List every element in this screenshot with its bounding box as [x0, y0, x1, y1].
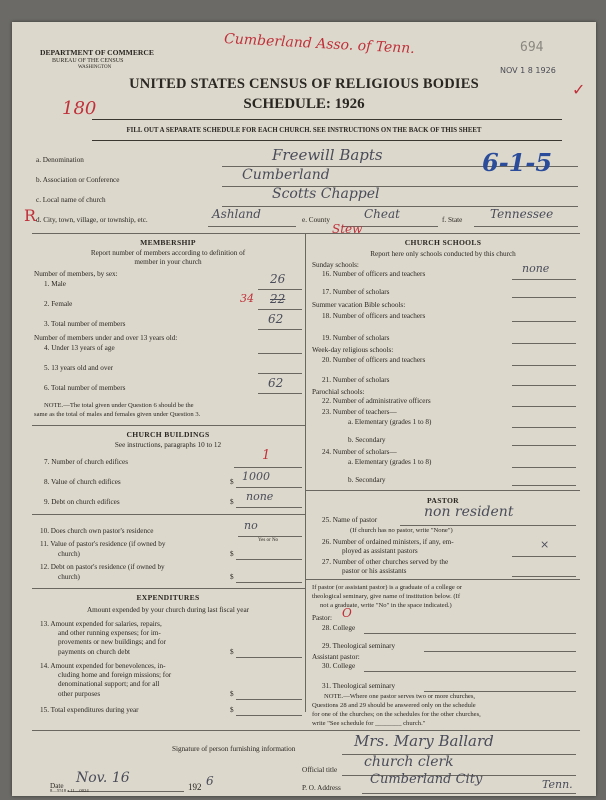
q31-field[interactable]	[424, 682, 576, 692]
q24b-field[interactable]	[512, 476, 576, 486]
q14-label-c: denominational support; and for all	[58, 680, 160, 688]
q2-value: 34	[240, 292, 254, 305]
bureau-label: BUREAU OF THE CENSUS	[52, 58, 124, 64]
q9-dollar: $	[230, 498, 234, 506]
members-age-label: Number of members under and over 13 years old:	[34, 334, 178, 342]
q18-label: 18. Number of officers and teachers	[322, 312, 426, 320]
q22-label: 22. Number of administrative officers	[322, 397, 431, 405]
po-address-label: P. O. Address	[302, 784, 341, 792]
q12-field[interactable]	[236, 573, 302, 583]
date-received-stamp: NOV 1 8 1926	[500, 66, 556, 75]
schedule-title: SCHEDULE: 1926	[243, 96, 365, 112]
county-label: e. County	[302, 216, 330, 224]
signature-label: Signature of person furnishing information	[172, 745, 296, 753]
q20-field[interactable]	[512, 356, 576, 366]
q30-label: 30. College	[322, 662, 356, 670]
q29-field[interactable]	[424, 642, 576, 652]
q19-label: 19. Number of scholars	[322, 334, 390, 342]
association-label: b. Association or Conference	[36, 176, 120, 184]
signature-value: Mrs. Mary Ballard	[354, 732, 494, 750]
members-by-sex-label: Number of members, by sex:	[34, 270, 118, 278]
q5-label: 5. 13 years old and over	[44, 364, 114, 372]
census-schedule-sheet	[12, 22, 596, 796]
date-year-handwritten: 6	[206, 774, 214, 788]
red-annotation-association: Cumberland Asso. of Tenn.	[223, 31, 416, 57]
q2-struck-value: 22	[270, 292, 286, 306]
q26-label-a: 26. Number of ordained ministers, if any, em-	[322, 538, 454, 546]
q11-dollar: $	[230, 550, 234, 558]
membership-sub1: Report number of members according to definition of	[90, 249, 246, 257]
q24b-label: b. Secondary	[348, 476, 386, 484]
q1-label: 1. Male	[44, 280, 66, 288]
association-value: Cumberland	[242, 167, 330, 183]
q24-label: 24. Number of scholars—	[322, 448, 397, 456]
county-value: Cheat	[364, 207, 400, 221]
q27-field[interactable]	[512, 567, 576, 577]
local-name-value: Scotts Chappel	[272, 186, 380, 202]
q17-field[interactable]	[512, 288, 576, 298]
column-divider	[305, 234, 306, 712]
q6-value: 62	[268, 376, 284, 390]
q11-label-b: church)	[58, 550, 80, 558]
q14-label-b: cluding home and foreign missions; for	[58, 671, 172, 679]
pastor-note-2: Questions 28 and 29 should be answered only on the schedule	[312, 702, 476, 709]
q11-label-a: 11. Value of pastor's residence (if owned by	[40, 540, 166, 548]
q7-label: 7. Number of church edifices	[44, 458, 129, 466]
city-label: WASHINGTON	[78, 65, 112, 70]
q12-label-b: church)	[58, 573, 80, 581]
assistant-pastor-label: Assistant pastor:	[312, 653, 360, 661]
q23b-field[interactable]	[512, 436, 576, 446]
church-buildings-heading: CHURCH BUILDINGS	[126, 430, 210, 439]
pastor-note-1: NOTE.—Where one pastor serves two or more churches,	[324, 693, 476, 700]
q13-label-c: provements or new buildings; and for	[58, 638, 166, 646]
q10-label: 10. Does church own pastor's residence	[40, 527, 154, 535]
q23a-field[interactable]	[512, 418, 576, 428]
q8-dollar: $	[230, 478, 234, 486]
q13-label-b: and other running expenses; for im-	[58, 629, 161, 637]
state-value: Tennessee	[490, 207, 554, 221]
q13-field[interactable]	[236, 648, 302, 658]
q12-dollar: $	[230, 573, 234, 581]
q28-label: 28. College	[322, 624, 356, 632]
q24a-field[interactable]	[512, 458, 576, 468]
q9-value: none	[246, 490, 274, 503]
q21-label: 21. Number of scholars	[322, 376, 390, 384]
form-title: UNITED STATES CENSUS OF RELIGIOUS BODIES	[129, 76, 479, 92]
q8-label: 8. Value of church edifices	[44, 478, 121, 486]
q28-field[interactable]	[364, 624, 576, 634]
q15-label: 15. Total expenditures during year	[40, 706, 139, 714]
number-stamp: 694	[520, 40, 544, 55]
po-address-value: Cumberland City	[370, 772, 483, 787]
date-year-prefix: 192	[188, 782, 202, 792]
q25-hint: (If church has no pastor, write "None")	[350, 527, 453, 534]
separate-schedule-instruction: FILL OUT A SEPARATE SCHEDULE FOR EACH CHURCH. SEE INSTRUCTIONS ON THE BACK OF THIS SHEET	[126, 127, 482, 134]
q25-value: non resident	[424, 504, 514, 520]
form-number: 8—5518 a 11—0024	[50, 788, 89, 793]
q1-value: 26	[270, 272, 286, 286]
q14-label-d: other purposes	[58, 690, 101, 698]
blue-code-annotation: 6-1-5	[482, 148, 553, 177]
q17-label: 17. Number of scholars	[322, 288, 390, 296]
pastor-sub-label: Pastor:	[312, 614, 332, 622]
q20-label: 20. Number of officers and teachers	[322, 356, 426, 364]
q3-label: 3. Total number of members	[44, 320, 126, 328]
q14-dollar: $	[230, 690, 234, 698]
city-town-label: d. City, town, village, or township, etc.	[36, 216, 148, 224]
sunday-schools-label: Sunday schools:	[312, 261, 359, 269]
q22-field[interactable]	[512, 397, 576, 407]
q13-label-d: payments on church debt	[58, 648, 131, 656]
q10-value: no	[244, 519, 258, 532]
church-buildings-sub: See instructions, paragraphs 10 to 12	[114, 441, 222, 449]
q30-field[interactable]	[364, 662, 576, 672]
q24a-label: a. Elementary (grades 1 to 8)	[348, 458, 432, 466]
q27-label-a: 27. Number of other churches served by the	[322, 558, 449, 566]
pastor-heading: PASTOR	[427, 496, 459, 505]
denomination-value: Freewill Bapts	[272, 146, 383, 164]
membership-note-1: NOTE.—The total given under Question 6 should be the	[44, 402, 194, 409]
official-title-value: church clerk	[364, 754, 454, 770]
pastor-instruction-1: If pastor (or assistant pastor) is a graduate of a college or	[312, 584, 462, 591]
pastor-instruction-3: not a graduate, write "No" in the space indicated.)	[320, 602, 452, 609]
po-address-state: Tenn.	[542, 778, 573, 791]
q3-value: 62	[268, 312, 284, 326]
state-label: f. State	[442, 216, 463, 224]
expenditures-sub: Amount expended by your church during last fiscal year	[86, 606, 250, 614]
department-label: DEPARTMENT OF COMMERCE	[40, 48, 154, 57]
date-label: Date	[50, 782, 64, 790]
parochial-schools-label: Parochial schools:	[312, 388, 365, 396]
q2-label: 2. Female	[44, 300, 73, 308]
q15-field[interactable]	[236, 706, 302, 716]
weekday-schools-label: Week-day religious schools:	[312, 346, 394, 354]
q15-dollar: $	[230, 706, 234, 714]
q9-label: 9. Debt on church edifices	[44, 498, 120, 506]
q13-label-a: 13. Amount expended for salaries, repairs,	[40, 620, 162, 628]
expenditures-heading: EXPENDITURES	[136, 593, 200, 602]
q25-label: 25. Name of pastor	[322, 516, 378, 524]
q4-label: 4. Under 13 years of age	[44, 344, 115, 352]
q21-field[interactable]	[512, 376, 576, 386]
q16-label: 16. Number of officers and teachers	[322, 270, 426, 278]
pastor-sub-value: O	[342, 606, 352, 620]
county-red-correction: Stew	[332, 222, 363, 236]
church-schools-sub: Report here only schools conducted by this church	[370, 250, 516, 258]
city-town-value: Ashland	[212, 207, 261, 221]
q14-field[interactable]	[236, 690, 302, 700]
q27-label-b: pastor or his assistants	[342, 567, 407, 575]
church-schools-heading: CHURCH SCHOOLS	[404, 238, 482, 247]
q11-field[interactable]	[236, 550, 302, 560]
red-number-annotation: 180	[62, 98, 97, 119]
membership-sub2: member in your church	[134, 258, 202, 266]
q5-field[interactable]	[258, 364, 302, 374]
q12-label-a: 12. Debt on pastor's residence (if owned by	[40, 563, 165, 571]
red-check-mark: ✓	[572, 82, 586, 99]
q16-value: none	[522, 262, 550, 275]
pastor-note-3: for one of the churches; on the schedules for the other churches,	[312, 711, 481, 718]
q26-mark: ×	[540, 538, 550, 551]
q29-label: 29. Theological seminary	[322, 642, 396, 650]
pastor-note-4: write "See schedule for ________ church."	[312, 720, 426, 727]
q18-field[interactable]	[512, 312, 576, 322]
q14-label-a: 14. Amount expended for benevolences, in-	[40, 662, 166, 670]
pastor-instruction-2: theological seminary, give name of institution below. (If	[312, 593, 461, 600]
date-value: Nov. 16	[76, 770, 130, 786]
q13-dollar: $	[230, 648, 234, 656]
membership-heading: MEMBERSHIP	[140, 238, 196, 247]
q8-value: 1000	[242, 470, 270, 483]
q4-field[interactable]	[258, 344, 302, 354]
denomination-label: a. Denomination	[36, 156, 84, 164]
yes-no-hint: Yes or No	[258, 538, 279, 543]
q6-label: 6. Total number of members	[44, 384, 126, 392]
official-title-label: Official title	[302, 766, 338, 774]
q26-label-b: ployed as assistant pastors	[342, 547, 418, 555]
membership-note-2: same as the total of males and females given under Question 3.	[34, 411, 201, 418]
local-name-label: c. Local name of church	[36, 196, 106, 204]
summer-schools-label: Summer vacation Bible schools:	[312, 301, 406, 309]
q23a-label: a. Elementary (grades 1 to 8)	[348, 418, 432, 426]
q31-label: 31. Theological seminary	[322, 682, 396, 690]
red-r-annotation: R	[24, 206, 37, 225]
q7-value: 1	[262, 448, 271, 463]
q19-field[interactable]	[512, 334, 576, 344]
q23-label: 23. Number of teachers—	[322, 408, 397, 416]
q23b-label: b. Secondary	[348, 436, 386, 444]
